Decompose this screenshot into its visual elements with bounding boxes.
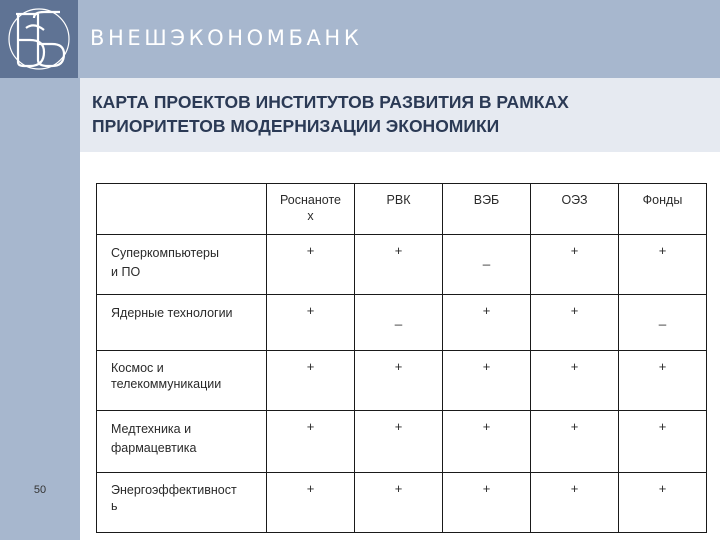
mark-cell: +	[443, 473, 531, 533]
mark-cell: +	[619, 351, 707, 411]
table-row	[97, 235, 707, 295]
table-header-row	[97, 184, 707, 235]
title-line-1: КАРТА ПРОЕКТОВ ИНСТИТУТОВ РАЗВИТИЯ В РАМКАХ	[92, 92, 569, 112]
table-row	[97, 411, 707, 473]
mark-cell: +	[619, 473, 707, 533]
column-header: РВК	[355, 184, 443, 235]
mark-cell: +	[443, 295, 531, 351]
row-label: Ядерные технологии	[97, 295, 267, 351]
mark-cell: +	[619, 235, 707, 295]
slide-number: 50	[33, 484, 47, 496]
projects-table	[96, 183, 707, 533]
row-label: Суперкомпьютеры и ПО	[97, 235, 267, 295]
mark-cell: +	[355, 411, 443, 473]
mark-cell: +	[531, 295, 619, 351]
table-row	[97, 473, 707, 533]
column-header: ОЭЗ	[531, 184, 619, 235]
mark-cell: +	[531, 411, 619, 473]
mark-cell: _	[619, 295, 707, 351]
mark-cell: +	[531, 473, 619, 533]
mark-cell: +	[267, 411, 355, 473]
table-row	[97, 295, 707, 351]
mark-cell: +	[355, 473, 443, 533]
mark-cell: +	[531, 235, 619, 295]
logo	[0, 0, 78, 78]
mark-cell: +	[355, 351, 443, 411]
mark-cell: _	[355, 295, 443, 351]
left-sidebar-band	[0, 78, 80, 540]
row-label: Космос и телекоммуникации	[97, 351, 267, 411]
mark-cell: +	[267, 295, 355, 351]
mark-cell: +	[443, 351, 531, 411]
row-label: Энергоэффективност ь	[97, 473, 267, 533]
mark-cell: +	[267, 235, 355, 295]
mark-cell: +	[443, 411, 531, 473]
mark-cell: +	[267, 473, 355, 533]
slide-title	[92, 90, 569, 138]
column-header: Фонды	[619, 184, 707, 235]
bank-name: ВНЕШЭКОНОМБАНК	[90, 26, 363, 50]
column-header: Роснаноте х	[267, 184, 355, 235]
mark-cell: +	[619, 411, 707, 473]
mark-cell: +	[531, 351, 619, 411]
veb-monogram-logo-icon	[4, 4, 74, 74]
column-header: ВЭБ	[443, 184, 531, 235]
corner-cell	[97, 184, 267, 235]
mark-cell: +	[267, 351, 355, 411]
title-line-2: ПРИОРИТЕТОВ МОДЕРНИЗАЦИИ ЭКОНОМИКИ	[92, 116, 500, 136]
mark-cell: +	[355, 235, 443, 295]
table-row	[97, 351, 707, 411]
mark-cell: _	[443, 235, 531, 295]
row-label: Медтехника и фармацевтика	[97, 411, 267, 473]
